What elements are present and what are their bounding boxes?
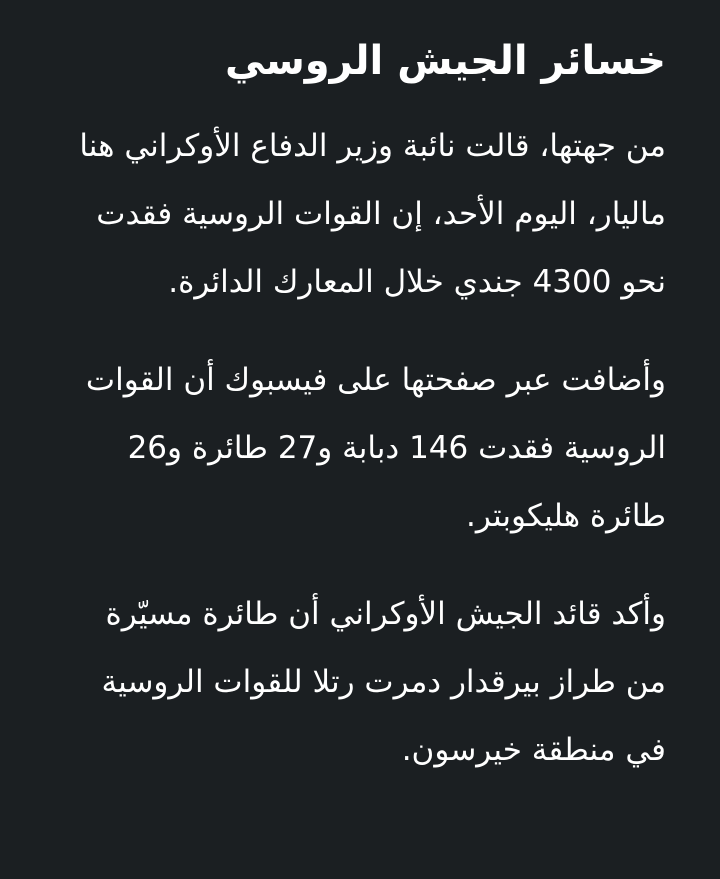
paragraph-casualties: من جهتها، قالت نائبة وزير الدفاع الأوكراني هنا ماليار، اليوم الأحد، إن القوات الروسية فقدت نحو 4300 جندي خلال المعارك الدائرة.	[79, 128, 666, 300]
paragraph-equipment: وأضافت عبر صفحتها على فيسبوك أن القوات الروسية فقدت 146 دبابة و27 طائرة و26 طائرة هليكوبتر.	[85, 362, 666, 534]
section-heading: خسائر الجيش الروسي	[224, 38, 666, 84]
paragraph-drone-strike: وأكد قائد الجيش الأوكراني أن طائرة مسيّرة من طراز بيرقدار دمرت رتلا للقوات الروسية في منطقة خيرسون.	[101, 596, 666, 768]
